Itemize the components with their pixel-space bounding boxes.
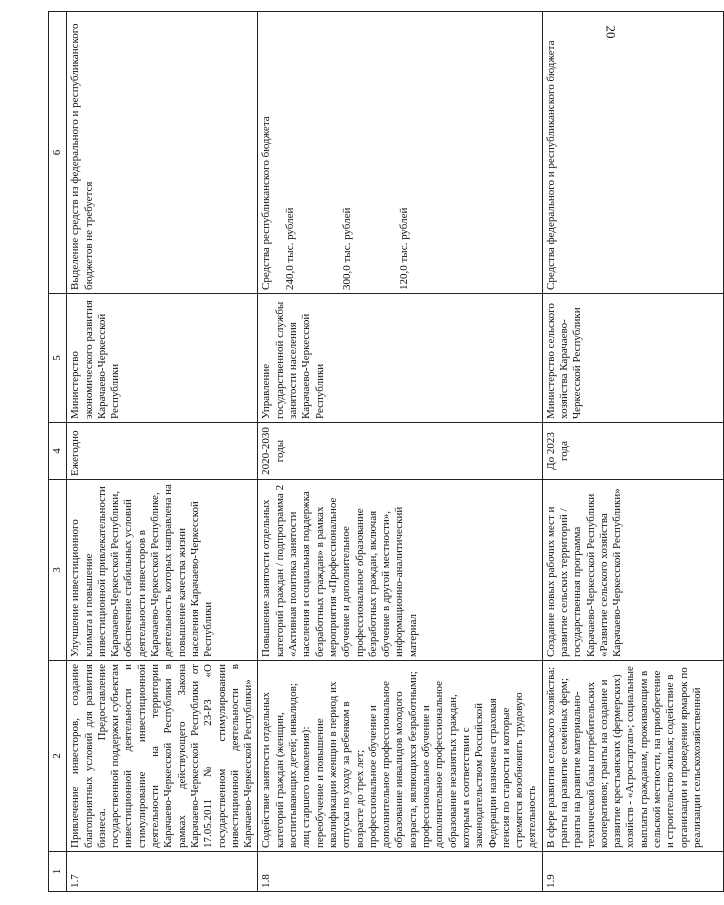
- period-text: 2020-2030 годы: [258, 423, 542, 480]
- result-text: Улучшение инвестиционного климата и повышение инвестиционной привлекательности Карачаево-Черкесской Республики, обеспечение стабильных условий деятельности инвесторов в Карачаево-Черкесской Республике, деятельность которых направлена на повышение качества жизни населения Карачаево-Черкесской Республики: [67, 480, 258, 661]
- result-text: Повышение занятости отдельных категорий граждан / подпрограмма 2 «Активная политика занятости населения и социальная поддержка безработных граждан» в рамках мероприятия «Профессиональное обучение и дополнительное профессиональное образование безработных граждан, включая обучение в другой местности», информационно-аналитический материал: [258, 480, 542, 661]
- header-cell: 4: [49, 423, 67, 480]
- funding-amount: 240,0 тыс. рублей: [283, 207, 296, 290]
- row-number: 1.8: [258, 852, 542, 892]
- funding-amount: 300,0 тыс. рублей: [341, 207, 354, 290]
- executor-text: Министерство сельского хозяйства Карачаево-Черкесской Республики: [542, 294, 723, 423]
- funding-text: Средства республиканского бюджета: [260, 116, 273, 290]
- page-number: 20: [603, 25, 619, 39]
- executor-text: Управление государственной службы занятости населения Карачаево-Черкесской Республики: [258, 294, 542, 423]
- header-cell: 1: [49, 852, 67, 892]
- table-row: [542, 12, 723, 892]
- measure-text: Привлечение инвесторов, создание благоприятных условий для развития бизнеса. Предоставление государственной поддержки субъектам инвестиционной деятельности и стимулирование инвестиционной деятельности на территории Карачаево-Черкесской Республики в рамках действующего Закона Карачаево-Черкесской Республики от 17.05.2011 № 23-РЗ «О государственном стимулировании инвестиционной деятельности в Карачаево-Черкесской Республики»: [67, 661, 258, 852]
- row-number: 1.7: [67, 852, 258, 892]
- table-row: [67, 12, 258, 892]
- period-text: До 2023 года: [542, 423, 723, 480]
- funding-cell: [258, 12, 542, 294]
- header-cell: 6: [49, 12, 67, 294]
- header-cell: 2: [49, 661, 67, 852]
- row-number: 1.9: [542, 852, 723, 892]
- result-text: Создание новых рабочих мест и развитие сельских территорий / государственная программа Карачаево-Черкесской Республики «Развитие сельского хозяйства Карачаево-Черкесской Республики»: [542, 480, 723, 661]
- header-cell: 5: [49, 294, 67, 423]
- funding-text: Средства федерального и республиканского бюджета: [542, 12, 723, 294]
- measure-text: В сфере развития сельского хозяйства: гранты на развитие семейных ферм; гранты на развитие материально-технической базы потребительских кооперативов; гранты на создание и развитие крестьянских (фермерских) хозяйств - «Агростартап»; социальные выплаты гражданам, проживающим в сельской местности, на приобретение и строительство жилья; содействие в организации и проведении ярмарок по реализации сельскохозяйственной: [542, 661, 723, 852]
- table-row: [258, 12, 542, 892]
- period-text: Ежегодно: [67, 423, 258, 480]
- executor-text: Министерство экономического развития Карачаево-Черкесской Республики: [67, 294, 258, 423]
- measures-table: [48, 11, 724, 892]
- header-row: [49, 12, 67, 892]
- funding-amount: 120,0 тыс. рублей: [398, 207, 411, 290]
- header-cell: 3: [49, 480, 67, 661]
- measure-text: Содействие занятости отдельных категорий граждан (женщин, воспитывающих детей; инвалидов; лиц старшего поколения): переобучение и повышение квалификации женщин в период их отпуска по уходу за ребенком в возрасте до трех лет; профессиональное обучение и дополнительное профессиональное образование инвалидов молодого возраста, являющихся безработными; профессиональное обучение и дополнительное профессиональное образование незанятых граждан, которым в соответствии с законодательством Российской Федерации назначена страховая пенсия по старости и которые стремятся возобновить трудовую деятельность: [258, 661, 542, 852]
- funding-text: Выделение средств из федерального и республиканского бюджетов не требуется: [67, 12, 258, 294]
- rotated-table-container: [48, 12, 703, 892]
